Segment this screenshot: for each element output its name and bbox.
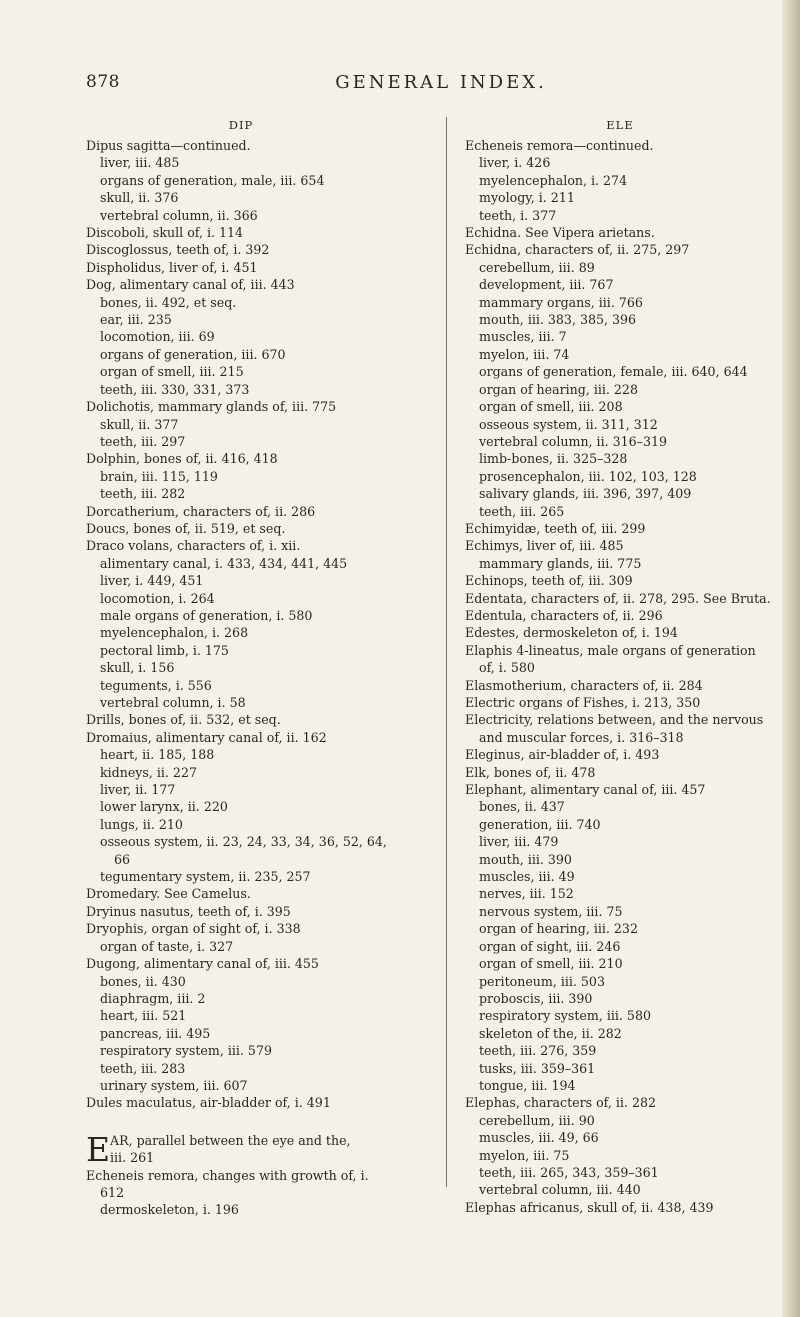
index-subentry: teeth, iii. 265, 343, 359–361 bbox=[479, 1164, 659, 1180]
index-subentry: mammary glands, iii. 775 bbox=[479, 555, 642, 571]
index-entry: Elk, bones of, ii. 478 bbox=[465, 764, 596, 780]
index-subentry: development, iii. 767 bbox=[479, 277, 614, 293]
index-entry: Edestes, dermoskeleton of, i. 194 bbox=[465, 625, 678, 641]
index-subentry: liver, ii. 177 bbox=[100, 782, 176, 798]
index-subentry: proboscis, iii. 390 bbox=[479, 990, 593, 1006]
index-entry: Eleginus, air-bladder of, i. 493 bbox=[465, 747, 660, 763]
index-entry: Dromaius, alimentary canal of, ii. 162 bbox=[86, 729, 327, 745]
index-entry: Discoboli, skull of, i. 114 bbox=[86, 225, 244, 241]
index-subentry: myelon, iii. 75 bbox=[479, 1147, 570, 1163]
page-header bbox=[86, 72, 766, 98]
right-entries bbox=[465, 137, 775, 1216]
index-subentry: liver, i. 426 bbox=[479, 155, 551, 171]
index-entry: Doucs, bones of, ii. 519, et seq. bbox=[86, 520, 286, 536]
index-subentry: heart, ii. 185, 188 bbox=[100, 747, 215, 763]
index-entry: Electric organs of Fishes, i. 213, 350 bbox=[465, 695, 701, 710]
index-subentry: mouth, iii. 383, 385, 396 bbox=[479, 312, 637, 328]
right-guide-word: ELE bbox=[606, 118, 634, 132]
index-subentry: bones, ii. 430 bbox=[100, 973, 186, 989]
index-subentry: teeth, iii. 283 bbox=[100, 1060, 186, 1076]
left-entries-e bbox=[86, 1167, 396, 1219]
index-subentry: ear, iii. 235 bbox=[100, 312, 172, 328]
index-subentry: diaphragm, iii. 2 bbox=[100, 990, 206, 1006]
index-entry: Elephas, characters of, ii. 282 bbox=[465, 1095, 656, 1111]
index-subentry: muscles, iii. 49, 66 bbox=[479, 1130, 599, 1146]
right-column bbox=[465, 117, 775, 1216]
index-subentry: generation, iii. 740 bbox=[479, 816, 601, 832]
index-subentry: locomotion, iii. 69 bbox=[100, 329, 215, 345]
index-subentry: nervous system, iii. 75 bbox=[479, 903, 623, 919]
index-subentry: organ of smell, iii. 215 bbox=[100, 364, 244, 380]
index-subentry: skull, ii. 377 bbox=[100, 416, 179, 432]
index-subentry: organs of generation, iii. 670 bbox=[100, 346, 286, 362]
index-entry: Echinops, teeth of, iii. 309 bbox=[465, 573, 633, 589]
index-subentry: skeleton of the, ii. 282 bbox=[479, 1025, 622, 1041]
index-entry: Elephant, alimentary canal of, iii. 457 bbox=[465, 782, 706, 798]
index-subentry: vertebral column, i. 58 bbox=[100, 695, 246, 710]
index-subentry: vertebral column, ii. 366 bbox=[100, 207, 258, 223]
running-title: GENERAL INDEX. bbox=[335, 72, 547, 93]
index-entry: Dugong, alimentary canal of, iii. 455 bbox=[86, 956, 319, 972]
index-entry: Dog, alimentary canal of, iii. 443 bbox=[86, 277, 295, 293]
index-subentry: respiratory system, iii. 580 bbox=[479, 1008, 651, 1024]
index-subentry: limb-bones, ii. 325–328 bbox=[479, 451, 628, 467]
index-subentry: muscles, iii. 7 bbox=[479, 329, 567, 345]
index-subentry: skull, i. 156 bbox=[100, 660, 175, 676]
index-subentry: cerebellum, iii. 90 bbox=[479, 1112, 595, 1128]
index-subentry: vertebral column, ii. 316–319 bbox=[479, 433, 667, 449]
index-entry: Dolichotis, mammary glands of, iii. 775 bbox=[86, 399, 337, 415]
index-entry: Discoglossus, teeth of, i. 392 bbox=[86, 242, 270, 258]
index-entry: Dorcatherium, characters of, ii. 286 bbox=[86, 503, 316, 519]
index-entry: Elaphis 4-lineatus, male organs of generation of, i. 580 bbox=[465, 642, 756, 676]
index-subentry: osseous system, ii. 23, 24, 33, 34, 36, 52, 64, 66 bbox=[100, 834, 387, 867]
left-entries bbox=[86, 137, 396, 1112]
index-subentry: organs of generation, female, iii. 640, 644 bbox=[479, 364, 748, 380]
ear-entry bbox=[86, 1129, 396, 1169]
index-subentry: mammary organs, iii. 766 bbox=[479, 294, 643, 310]
index-subentry: teeth, iii. 282 bbox=[100, 486, 186, 502]
index-subentry: organ of smell, iii. 210 bbox=[479, 956, 623, 972]
index-subentry: skull, ii. 376 bbox=[100, 190, 179, 206]
index-subentry: teeth, iii. 330, 331, 373 bbox=[100, 381, 250, 397]
index-subentry: alimentary canal, i. 433, 434, 441, 445 bbox=[100, 555, 348, 571]
index-subentry: male organs of generation, i. 580 bbox=[100, 607, 313, 623]
index-subentry: prosencephalon, iii. 102, 103, 128 bbox=[479, 468, 697, 484]
index-entry: Elephas africanus, skull of, ii. 438, 439 bbox=[465, 1199, 714, 1215]
index-subentry: vertebral column, iii. 440 bbox=[479, 1182, 641, 1198]
ear-entry-line2: iii. 261 bbox=[110, 1150, 155, 1166]
index-subentry: organ of hearing, iii. 228 bbox=[479, 381, 638, 397]
index-entry: Electricity, relations between, and the nervous and muscular forces, i. 316–318 bbox=[465, 712, 764, 745]
index-subentry: organs of generation, male, iii. 654 bbox=[100, 172, 325, 188]
index-entry: Dromedary. See Camelus. bbox=[86, 886, 251, 902]
index-subentry: tongue, iii. 194 bbox=[479, 1077, 576, 1093]
index-entry: Echeneis remora, changes with growth of, i. 612 bbox=[86, 1167, 369, 1200]
index-subentry: pectoral limb, i. 175 bbox=[100, 642, 229, 658]
index-subentry: organ of taste, i. 327 bbox=[100, 938, 234, 954]
index-subentry: salivary glands, iii. 396, 397, 409 bbox=[479, 486, 692, 502]
index-entry: Dolphin, bones of, ii. 416, 418 bbox=[86, 451, 278, 467]
index-entry: Dryinus nasutus, teeth of, i. 395 bbox=[86, 903, 291, 919]
index-entry: Elasmotherium, characters of, ii. 284 bbox=[465, 677, 703, 693]
column-rule bbox=[446, 117, 447, 1187]
index-subentry: teeth, i. 377 bbox=[479, 207, 557, 223]
index-entry: Draco volans, characters of, i. xii. bbox=[86, 538, 301, 554]
left-guide-word: DIP bbox=[228, 118, 254, 132]
index-subentry: organ of sight, iii. 246 bbox=[479, 938, 621, 954]
index-subentry: myelon, iii. 74 bbox=[479, 346, 570, 362]
index-subentry: teeth, iii. 276, 359 bbox=[479, 1043, 597, 1059]
index-entry: Echimys, liver of, iii. 485 bbox=[465, 538, 624, 554]
index-entry: Echidna, characters of, ii. 275, 297 bbox=[465, 242, 690, 258]
index-entry: Dules maculatus, air-bladder of, i. 491 bbox=[86, 1095, 331, 1111]
index-subentry: bones, ii. 437 bbox=[479, 799, 565, 815]
index-subentry: liver, iii. 485 bbox=[100, 155, 180, 171]
index-subentry: pancreas, iii. 495 bbox=[100, 1025, 211, 1041]
index-subentry: cerebellum, iii. 89 bbox=[479, 259, 595, 275]
index-subentry: brain, iii. 115, 119 bbox=[100, 468, 218, 484]
index-subentry: nerves, iii. 152 bbox=[479, 886, 574, 902]
index-entry: Dryophis, organ of sight of, i. 338 bbox=[86, 921, 301, 937]
index-subentry: bones, ii. 492, et seq. bbox=[100, 294, 237, 310]
index-subentry: tusks, iii. 359–361 bbox=[479, 1060, 596, 1076]
index-subentry: peritoneum, iii. 503 bbox=[479, 973, 605, 989]
index-entry: Echeneis remora—continued. bbox=[465, 138, 654, 153]
index-subentry: tegumentary system, ii. 235, 257 bbox=[100, 869, 311, 885]
index-subentry: respiratory system, iii. 579 bbox=[100, 1043, 272, 1059]
index-subentry: muscles, iii. 49 bbox=[479, 869, 575, 885]
index-entry: Edentula, characters of, ii. 296 bbox=[465, 607, 663, 623]
index-subentry: myelencephalon, i. 268 bbox=[100, 625, 249, 641]
index-subentry: locomotion, i. 264 bbox=[100, 590, 215, 606]
index-subentry: myelencephalon, i. 274 bbox=[479, 172, 628, 188]
index-subentry: teeth, iii. 297 bbox=[100, 433, 186, 449]
index-subentry: urinary system, iii. 607 bbox=[100, 1077, 248, 1093]
index-subentry: liver, iii. 479 bbox=[479, 834, 559, 850]
index-entry: Dipus sagitta—continued. bbox=[86, 138, 251, 153]
index-entry: Echidna. See Vipera arietans. bbox=[465, 225, 655, 241]
index-subentry: lower larynx, ii. 220 bbox=[100, 799, 228, 815]
index-entry: Edentata, characters of, ii. 278, 295. See Bruta. bbox=[465, 590, 771, 606]
index-entry: Echimyidæ, teeth of, iii. 299 bbox=[465, 520, 646, 536]
index-subentry: organ of hearing, iii. 232 bbox=[479, 921, 638, 937]
index-subentry: organ of smell, iii. 208 bbox=[479, 399, 623, 415]
left-column bbox=[86, 117, 396, 1219]
ear-entry-line1: AR, parallel between the eye and the, bbox=[110, 1132, 351, 1148]
index-subentry: teeth, iii. 265 bbox=[479, 503, 565, 519]
index-subentry: myology, i. 211 bbox=[479, 190, 575, 206]
drop-cap: E bbox=[86, 1129, 111, 1169]
index-subentry: dermoskeleton, i. 196 bbox=[100, 1202, 239, 1218]
index-entry: Dispholidus, liver of, i. 451 bbox=[86, 259, 258, 275]
section-gap bbox=[86, 1112, 396, 1132]
page-number: 878 bbox=[86, 72, 120, 92]
page-edge bbox=[782, 0, 800, 1317]
index-subentry: osseous system, ii. 311, 312 bbox=[479, 416, 658, 432]
index-subentry: kidneys, ii. 227 bbox=[100, 764, 197, 780]
index-subentry: mouth, iii. 390 bbox=[479, 851, 572, 867]
index-subentry: liver, i. 449, 451 bbox=[100, 573, 204, 589]
index-subentry: heart, iii. 521 bbox=[100, 1008, 187, 1024]
index-subentry: teguments, i. 556 bbox=[100, 677, 212, 693]
index-subentry: lungs, ii. 210 bbox=[100, 816, 183, 832]
index-entry: Drills, bones of, ii. 532, et seq. bbox=[86, 712, 281, 728]
